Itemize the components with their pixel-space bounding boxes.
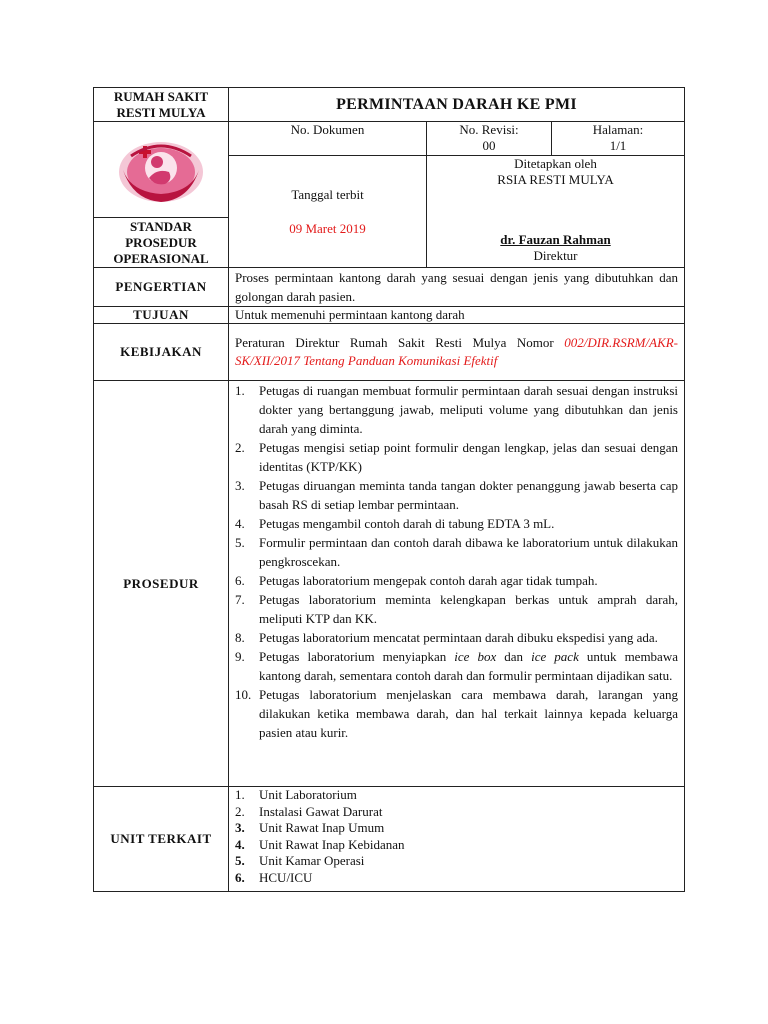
sop-table [93,87,685,892]
sop-label: STANDAR PROSEDUR OPERASIONAL [94,218,229,268]
signer-title: Direktur [533,248,578,263]
halaman-value: 1/1 [609,138,627,153]
list-item: 4. Unit Rawat Inap Kebidanan [235,836,405,852]
tanggal-label: Tanggal terbit [291,186,364,202]
list-item: 4. Petugas mengambil contoh darah di tabung EDTA 3 mL. [235,516,555,531]
halaman-cell [552,122,685,156]
sop-document [93,87,684,892]
list-item: 9. Petugas laboratorium menyiapkan ice box dan ice pack untuk membawa kantong darah, sementara contoh darah dan formulir permintaan dijadikan satu. [235,649,678,683]
kebijakan-text: Peraturan Direktur Rumah Sakit Resti Mulya Nomor [235,335,554,350]
no-dokumen-label: No. Dokumen [229,122,427,156]
document-title: PERMINTAAN DARAH KE PMI [229,88,685,122]
list-item: 1. Unit Laboratorium [235,787,357,802]
no-revisi-cell [427,122,552,156]
list-item: 3. Unit Rawat Inap Umum [235,820,385,835]
pengertian-label: PENGERTIAN [94,268,229,307]
unit-terkait-list [235,787,678,886]
no-revisi-label: No. Revisi: [459,122,519,137]
prosedur-label: PROSEDUR [94,381,229,787]
signer-name: dr. Fauzan Rahman [500,232,611,247]
list-item: 10. Petugas laboratorium menjelaskan cara membawa darah, larangan yang dilakukan ketika membawa darah, dan hal terkait lainnya kepada keluarga pasien atau kurir. [235,687,678,740]
hospital-name: RUMAH SAKIT RESTI MULYA [94,88,229,122]
list-item: 3. Petugas diruangan meminta tanda tangan dokter penanggung jawab beserta cap basah RS di setiap lembar permintaan. [235,478,678,512]
halaman-label: Halaman: [592,122,644,137]
list-item: 1. Petugas di ruangan membuat formulir permintaan darah sesuai dengan instruksi dokter yang bertanggung jawab, meliputi volume yang dibutuhkan dan jenis darah yang diminta. [235,383,678,436]
list-item: 6. Petugas laboratorium mengepak contoh darah agar tidak tumpah. [235,573,598,588]
ditetapkan-cell [427,156,685,268]
no-revisi-value: 00 [482,138,496,153]
prosedur-list [235,381,678,742]
ditetapkan-org: RSIA RESTI MULYA [497,172,614,187]
prosedur-cell [229,381,685,787]
tujuan-label: TUJUAN [94,307,229,324]
unit-terkait-cell [229,787,685,892]
tanggal-value: 09 Maret 2019 [289,220,366,236]
tujuan-text: Untuk memenuhi permintaan kantong darah [229,307,685,324]
list-item: 8. Petugas laboratorium mencatat permintaan darah dibuku ekspedisi yang ada. [235,630,658,645]
ditetapkan-label: Ditetapkan oleh [514,156,597,171]
list-item: 7. Petugas laboratorium meminta kelengkapan berkas untuk amprah darah, meliputi KTP dan KK. [235,592,678,626]
list-item: 2. Instalasi Gawat Darurat [235,803,383,819]
kebijakan-regulation: 002/DIR.RSRM/AKR-SK/XII/2017 Tentang Panduan Komunikasi Efektif [235,335,679,368]
hospital-logo-icon [94,124,228,216]
list-item: 6. HCU/ICU [235,869,313,885]
kebijakan-label: KEBIJAKAN [94,324,229,381]
kebijakan-cell [229,324,685,381]
list-item: 5. Formulir permintaan dan contoh darah dibawa ke laboratorium untuk dilakukan pengkroscekan. [235,535,678,569]
list-item: 5. Unit Kamar Operasi [235,853,365,868]
tanggal-cell [229,156,427,268]
list-item: 2. Petugas mengisi setiap point formulir dengan lengkap, jelas dan sesuai dengan identitas (KTP/KK) [235,440,678,474]
pengertian-text: Proses permintaan kantong darah yang sesuai dengan jenis yang dibutuhkan dan golongan darah pasien. [229,268,685,307]
logo-cell [94,122,229,218]
unit-terkait-label: UNIT TERKAIT [94,787,229,892]
